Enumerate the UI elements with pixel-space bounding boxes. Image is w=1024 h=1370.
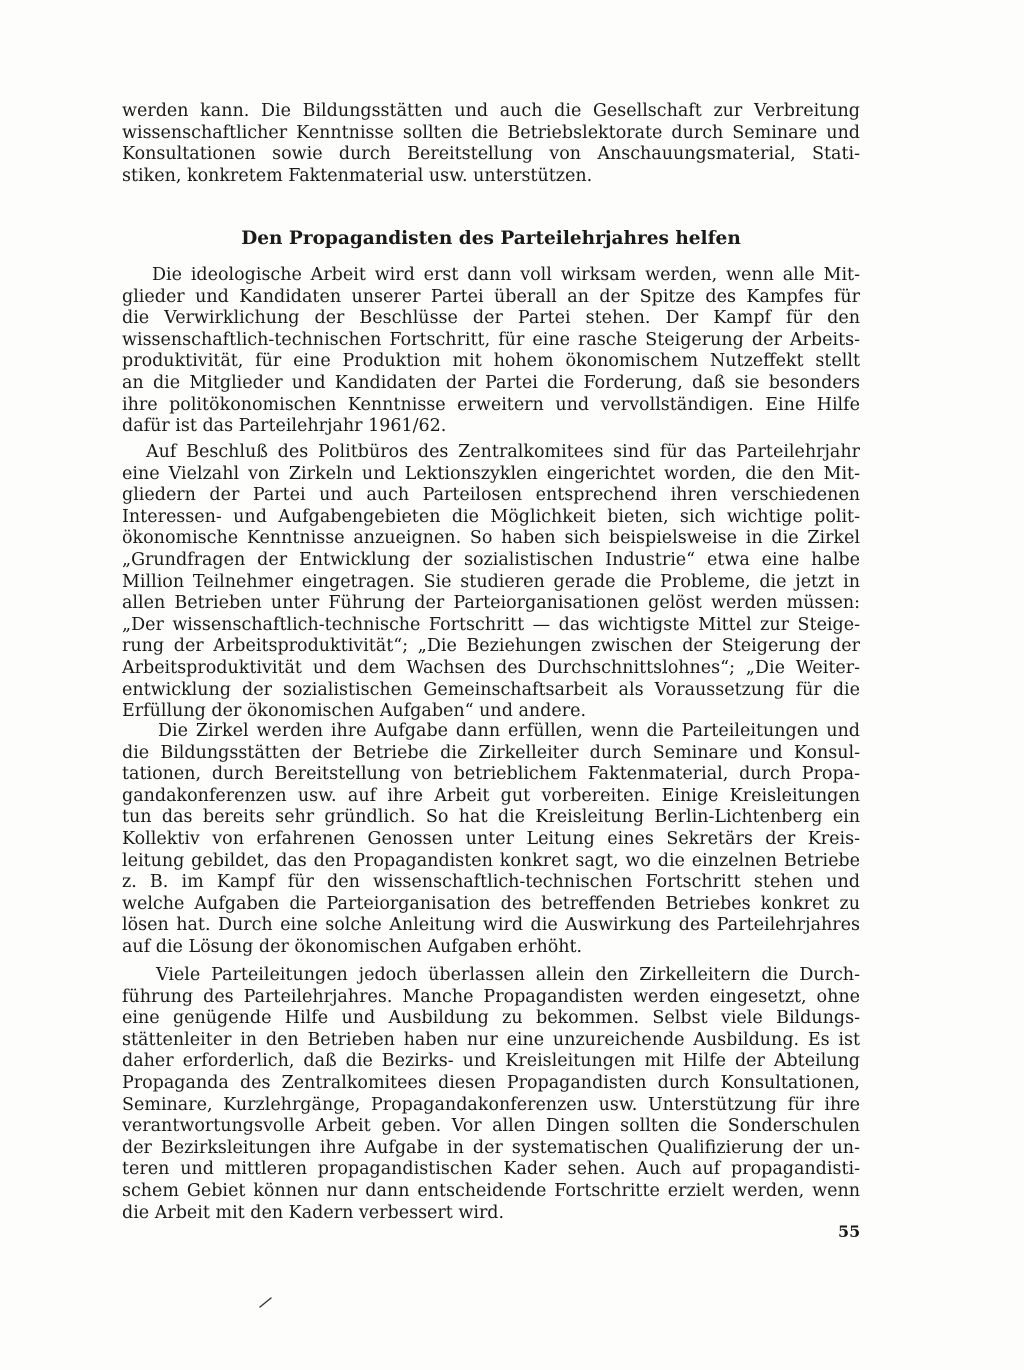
text-line: entwicklung der sozialistischen Gemeinschaftsarbeit als Voraussetzung für die xyxy=(122,679,860,700)
text-line: tun das bereits sehr gründlich. So hat die Kreisleitung Berlin-Lichtenberg ein xyxy=(122,807,860,828)
text-line: gandakonferenzen usw. auf ihre Arbeit gut vorbereiten. Einige Kreisleitungen xyxy=(122,785,860,806)
text-line: „Der wissenschaftlich-technische Fortschritt — das wichtigste Mittel zur Steige- xyxy=(122,614,860,635)
intro-paragraph xyxy=(122,101,860,187)
text-line: z. B. im Kampf für den wissenschaftlich-technischen Fortschritt stehen und xyxy=(122,872,860,893)
text-line: Die ideologische Arbeit wird erst dann voll wirksam werden, wenn alle Mit- xyxy=(152,265,860,285)
paragraph-1 xyxy=(122,265,860,438)
text-line: stättenleiter in den Betrieben haben nur eine unzureichende Ausbildung. Es ist xyxy=(122,1029,860,1050)
pen-mark-icon xyxy=(259,1296,273,1308)
text-line: werden kann. Die Bildungsstätten und auch die Gesellschaft zur Verbreitung xyxy=(122,101,860,121)
text-line: verantwortungsvolle Arbeit geben. Vor allen Dingen sollten die Sonderschulen xyxy=(122,1116,860,1137)
text-line: leitung gebildet, das den Propagandisten konkret sagt, wo die einzelnen Betriebe xyxy=(122,850,860,871)
text-line: ökonomische Kenntnisse anzueignen. So haben sich beispielsweise in die Zirkel xyxy=(122,528,860,549)
text-line: gliedern der Partei und auch Parteilosen entsprechend ihren verschiedenen xyxy=(122,485,860,506)
text-line: allen Betrieben unter Führung der Parteiorganisationen gelöst werden müssen: xyxy=(122,593,860,614)
text-line: Million Teilnehmer eingetragen. Sie studieren gerade die Probleme, die jetzt in xyxy=(122,571,860,592)
text-line: Konsultationen sowie durch Bereitstellung von Anschauungsmaterial, Stati- xyxy=(122,144,860,165)
text-line: glieder und Kandidaten unserer Partei überall an der Spitze des Kampfes für xyxy=(122,286,860,307)
text-line: wissenschaftlich-technischen Fortschritt, für eine rasche Steigerung der Arbeits- xyxy=(122,329,860,350)
text-line: Propaganda des Zentralkomitees diesen Propagandisten durch Konsultationen, xyxy=(122,1072,860,1093)
text-line: eine Vielzahl von Zirkeln und Lektionszyklen eingerichtet worden, die den Mit- xyxy=(122,463,860,484)
text-line: „Grundfragen der Entwicklung der sozialistischen Industrie“ etwa eine halbe xyxy=(122,549,860,570)
text-line: die Arbeit mit den Kadern verbessert wird. xyxy=(122,1202,505,1223)
text-line: Die Zirkel werden ihre Aufgabe dann erfüllen, wenn die Parteileitungen und xyxy=(158,721,860,741)
text-line: Viele Parteileitungen jedoch überlassen allein den Zirkelleitern die Durch- xyxy=(156,965,860,985)
paragraph-3 xyxy=(122,721,860,959)
text-line: daher erforderlich, daß die Bezirks- und Kreisleitungen mit Hilfe der Abteilung xyxy=(122,1051,860,1072)
text-line: produktivität, für eine Produktion mit hohem ökonomischem Nutzeffekt stellt xyxy=(122,351,860,372)
text-line: schem Gebiet können nur dann entscheidende Fortschritte erzielt werden, wenn xyxy=(122,1180,860,1201)
paragraph-4 xyxy=(122,965,860,1224)
text-line: ihre politökonomischen Kenntnisse erweitern und vervollständigen. Eine Hilfe xyxy=(122,394,860,415)
text-line: lösen hat. Durch eine solche Anleitung wird die Auswirkung des Parteilehrjahres xyxy=(122,915,860,936)
text-line: an die Mitglieder und Kandidaten der Partei die Forderung, daß sie besonders xyxy=(122,372,860,393)
text-line: Interessen- und Aufgabengebieten die Möglichkeit bieten, sich wichtige polit- xyxy=(122,506,860,527)
text-line: rung der Arbeitsproduktivität“; „Die Beziehungen zwischen der Steigerung der xyxy=(122,636,860,657)
text-line: Auf Beschluß des Politbüros des Zentralkomitees sind für das Parteilehrjahr xyxy=(146,442,860,462)
text-line: wissenschaftlicher Kenntnisse sollten die Betriebslektorate durch Seminare und xyxy=(122,122,860,143)
text-line: teren und mittleren propagandistischen Kader sehen. Auch auf propagandisti- xyxy=(122,1159,860,1180)
text-line: tationen, durch Bereitstellung von betrieblichem Faktenmaterial, durch Propa- xyxy=(122,764,860,785)
text-line: der Bezirksleitungen ihre Aufgabe in der systematischen Qualifizierung der un- xyxy=(122,1137,860,1158)
text-line: auf die Lösung der ökonomischen Aufgaben erhöht. xyxy=(122,936,583,957)
text-line: eine genügende Hilfe und Ausbildung zu bekommen. Selbst viele Bildungs- xyxy=(122,1008,860,1029)
paragraph-2 xyxy=(122,442,860,723)
text-line: dafür ist das Parteilehrjahr 1961/62. xyxy=(122,416,447,437)
text-line: führung des Parteilehrjahres. Manche Propagandisten werden eingesetzt, ohne xyxy=(122,986,860,1007)
text-line: Erfüllung der ökonomischen Aufgaben“ und andere. xyxy=(122,701,587,722)
text-line: Kollektiv von erfahrenen Genossen unter Leitung eines Sekretärs der Kreis- xyxy=(122,828,860,849)
text-line: Seminare, Kurzlehrgänge, Propagandakonferenzen usw. Unterstützung für ihre xyxy=(122,1094,860,1115)
text-line: Arbeitsproduktivität und dem Wachsen des Durchschnittslohnes“; „Die Weiter- xyxy=(122,657,860,678)
text-line: welche Aufgaben die Parteiorganisation des betreffenden Betriebes konkret zu xyxy=(122,893,860,914)
text-line: stiken, konkretem Faktenmaterial usw. unterstützen. xyxy=(122,165,593,186)
text-line: die Bildungsstätten der Betriebe die Zirkelleiter durch Seminare und Konsul- xyxy=(122,742,860,763)
section-heading: Den Propagandisten des Parteilehrjahres helfen xyxy=(241,228,741,249)
page-number: 55 xyxy=(838,1222,861,1241)
text-line: die Verwirklichung der Beschlüsse der Partei stehen. Der Kampf für den xyxy=(122,308,860,329)
